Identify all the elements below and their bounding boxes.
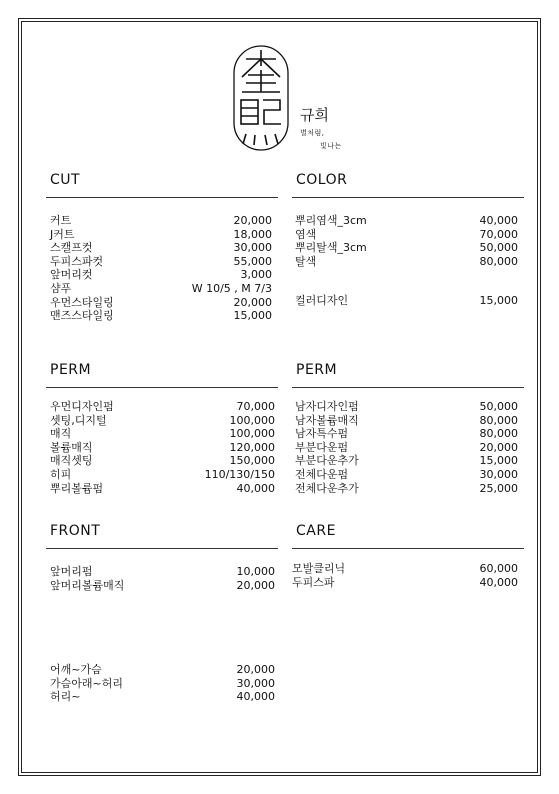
length-surcharge-list — [50, 663, 275, 704]
menu-item — [50, 579, 275, 593]
menu-item-price: 70,000 — [479, 227, 518, 241]
menu-item-price: 15,000 — [479, 454, 518, 468]
menu-item-name: 두피스파 — [292, 575, 335, 589]
section-title-care: CARE — [296, 523, 336, 539]
menu-item-name: 남자볼륨매직 — [295, 413, 359, 427]
menu-item-name: 히피 — [50, 467, 72, 481]
menu-item-price: 120,000 — [229, 440, 275, 454]
divider — [46, 197, 278, 198]
menu-item-name: J커트 — [50, 227, 75, 241]
menu-item-price: 30,000 — [236, 676, 275, 690]
menu-item-name: 매직 — [50, 427, 72, 441]
divider — [46, 387, 278, 388]
menu-item-price: 20,000 — [233, 295, 272, 309]
menu-item — [50, 282, 272, 296]
menu-item-price: 20,000 — [233, 214, 272, 227]
menu-item — [50, 663, 275, 677]
menu-item — [295, 427, 518, 441]
menu-item-price: 15,000 — [233, 309, 272, 323]
section-title-cut: CUT — [50, 172, 81, 188]
divider — [292, 548, 524, 549]
menu-item-price: 110/130/150 — [204, 467, 275, 481]
menu-item-price: 80,000 — [479, 254, 518, 268]
menu-item-price: 15,000 — [479, 294, 518, 307]
cut-list — [50, 214, 272, 323]
front-list — [50, 565, 275, 592]
menu-item — [50, 309, 272, 323]
menu-item — [292, 576, 518, 590]
menu-item — [50, 468, 275, 482]
menu-item — [50, 441, 275, 455]
menu-item-price: 20,000 — [479, 440, 518, 454]
menu-item-name: 앞머리펌 — [50, 565, 93, 578]
menu-item-name: 스캘프컷 — [50, 241, 93, 255]
menu-item-price: 80,000 — [479, 427, 518, 441]
menu-item-name: 뿌리탈색_3cm — [295, 241, 367, 255]
menu-item — [295, 400, 518, 414]
menu-item-price: 70,000 — [236, 400, 275, 413]
menu-item — [50, 214, 272, 228]
brand-tagline-2: 빛나는 — [320, 142, 342, 150]
menu-item-price: 50,000 — [479, 241, 518, 255]
menu-item-price: 40,000 — [479, 214, 518, 227]
menu-item-price: 40,000 — [236, 481, 275, 495]
menu-item-name: 모발클리닉 — [292, 562, 346, 575]
divider — [292, 197, 524, 198]
section-title-perm-men: PERM — [296, 362, 338, 378]
menu-item-price: 25,000 — [479, 481, 518, 495]
care-list — [292, 562, 518, 589]
menu-item-name: 전체다운추가 — [295, 481, 359, 495]
menu-item-name: 전체다운펌 — [295, 467, 349, 481]
menu-item-price: 30,000 — [233, 241, 272, 255]
menu-item — [50, 400, 275, 414]
divider — [46, 548, 278, 549]
perm-men-list — [295, 400, 518, 495]
menu-item-name: 볼륨매직 — [50, 440, 93, 454]
menu-item-price: 100,000 — [229, 427, 275, 441]
menu-item-price: 100,000 — [229, 413, 275, 427]
menu-item-price: W 10/5 , M 7/3 — [191, 281, 272, 295]
menu-item-name: 어깨~가슴 — [50, 663, 102, 676]
menu-item — [295, 228, 518, 242]
menu-item-price: 50,000 — [479, 400, 518, 413]
menu-item — [295, 414, 518, 428]
divider — [292, 387, 524, 388]
menu-item-name: 매직셋팅 — [50, 454, 93, 468]
menu-item-name: 허리~ — [50, 690, 81, 704]
menu-item — [295, 214, 518, 228]
menu-item-name: 샴푸 — [50, 281, 72, 295]
menu-item — [50, 414, 275, 428]
menu-item — [50, 677, 275, 691]
menu-item-price: 55,000 — [233, 254, 272, 268]
menu-item-price: 30,000 — [479, 467, 518, 481]
menu-item-name: 앞머리볼륨매직 — [50, 578, 125, 592]
menu-item-price: 3,000 — [240, 268, 272, 282]
color-list — [295, 214, 518, 268]
menu-item-price: 40,000 — [236, 690, 275, 704]
menu-item — [295, 241, 518, 255]
menu-item-name: 남자디자인펌 — [295, 400, 359, 413]
menu-item — [50, 268, 272, 282]
menu-item-name: 앞머리컷 — [50, 268, 93, 282]
menu-item-name: 우먼스타일링 — [50, 295, 114, 309]
menu-item — [50, 241, 272, 255]
menu-item — [50, 482, 275, 496]
menu-item — [292, 562, 518, 576]
menu-item-price: 18,000 — [233, 227, 272, 241]
menu-item — [295, 441, 518, 455]
menu-item-price: 150,000 — [229, 454, 275, 468]
menu-item-name: 가슴아래~허리 — [50, 676, 123, 690]
menu-item-price: 60,000 — [479, 562, 518, 575]
menu-item — [295, 454, 518, 468]
kyuhee-seal-logo — [230, 42, 292, 154]
menu-item-name: 커트 — [50, 214, 72, 227]
menu-item — [295, 468, 518, 482]
menu-item-name: 부분다운추가 — [295, 454, 359, 468]
menu-item-name: 뿌리염색_3cm — [295, 214, 367, 227]
menu-item-price: 80,000 — [479, 413, 518, 427]
menu-item-name: 셋팅,디지털 — [50, 413, 107, 427]
menu-item — [295, 482, 518, 496]
menu-item-name: 탈색 — [295, 254, 317, 268]
section-title-color: COLOR — [296, 172, 348, 188]
menu-item — [50, 565, 275, 579]
menu-item-price: 40,000 — [479, 575, 518, 589]
menu-item — [50, 228, 272, 242]
menu-item-price: 10,000 — [236, 565, 275, 578]
menu-item — [50, 690, 275, 704]
menu-item-name: 두피스파컷 — [50, 254, 104, 268]
brand-tagline-1: 별처럼, — [300, 129, 325, 137]
color-extra-list — [295, 294, 518, 308]
brand-name: 규희 — [300, 106, 329, 124]
menu-item — [50, 427, 275, 441]
menu-item — [295, 255, 518, 269]
menu-item-name: 뿌리볼륨펌 — [50, 481, 104, 495]
menu-item-name: 염색 — [295, 227, 317, 241]
menu-item — [50, 454, 275, 468]
menu-item-name: 우먼디자인펌 — [50, 400, 114, 413]
section-title-perm-women: PERM — [50, 362, 92, 378]
perm-women-list — [50, 400, 275, 495]
menu-item-price: 20,000 — [236, 663, 275, 676]
menu-item-price: 20,000 — [236, 578, 275, 592]
section-title-front: FRONT — [50, 523, 101, 539]
menu-item — [50, 255, 272, 269]
menu-item-name: 컬러디자인 — [295, 294, 349, 307]
menu-item — [295, 294, 518, 308]
menu-item-name: 남자특수펌 — [295, 427, 349, 441]
menu-item — [50, 296, 272, 310]
menu-item-name: 맨즈스타일링 — [50, 309, 114, 323]
menu-item-name: 부분다운펌 — [295, 440, 349, 454]
